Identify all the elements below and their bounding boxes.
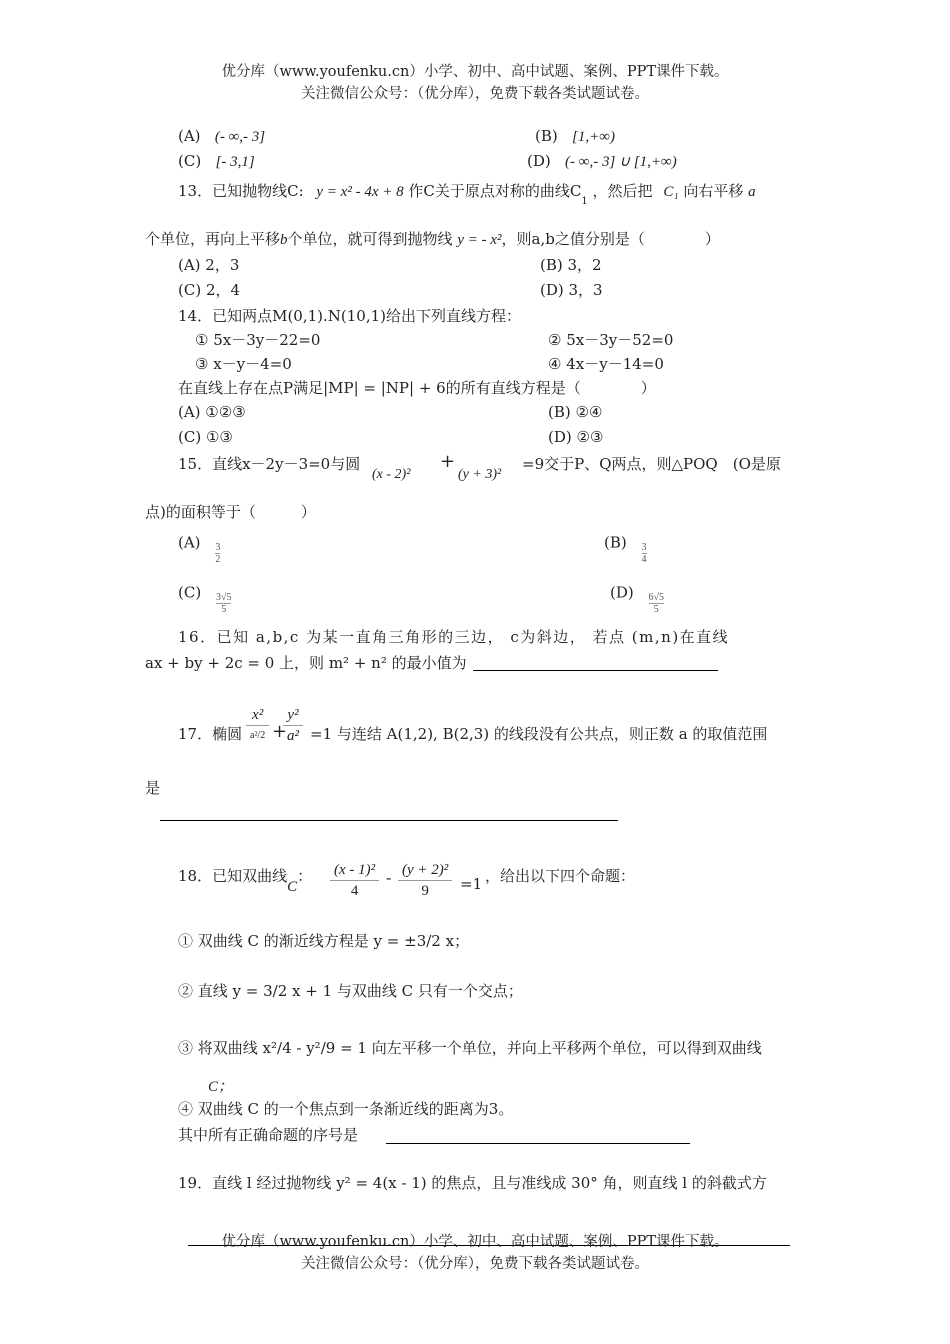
q17-plus: + bbox=[272, 721, 288, 742]
numerator: (y + 2)² bbox=[402, 862, 449, 878]
q17-fraction-x bbox=[246, 705, 269, 746]
q19-text: 19．直线 l 经过抛物线 y² = 4(x - 1) 的焦点，且与准线成 30° 角，则直线 l 的斜截式方 bbox=[178, 1174, 767, 1192]
q13-curve: y = x² - 4x + 8 bbox=[316, 184, 404, 200]
q13-line-2 bbox=[145, 228, 720, 249]
option-label: (D) bbox=[527, 152, 551, 170]
q15-option-a bbox=[178, 532, 221, 565]
q13-b: b bbox=[280, 232, 288, 248]
denominator: 5 bbox=[649, 603, 665, 615]
option-label: (D) bbox=[610, 583, 634, 602]
numerator: 6√5 bbox=[648, 592, 665, 603]
option-label: (C) bbox=[178, 583, 202, 602]
q13-then: ，然后把 bbox=[592, 182, 653, 200]
q17-rest: =1 与连结 A(1,2), B(2,3) 的线段没有公共点，则正数 a 的取值范围 bbox=[310, 725, 768, 743]
q16-answer-blank bbox=[473, 670, 718, 671]
header-line-2: 关注微信公众号：（优分库），免费下载各类试题试卷。 bbox=[301, 86, 649, 102]
q18-eq: =1 bbox=[460, 875, 483, 893]
q14-line-4: ④ 4x－y－14=0 bbox=[548, 355, 664, 373]
q15-stem-a: 15．直线x－2y－3=0与圆 bbox=[178, 455, 361, 473]
q18-c: C bbox=[287, 879, 298, 895]
q13-option-a: (A) 2，3 bbox=[178, 256, 240, 274]
q18-colon: ： bbox=[297, 867, 313, 885]
q12-option-a bbox=[178, 127, 265, 146]
q14-stem: 14．已知两点M(0,1).N(10,1)给出下列直线方程： bbox=[178, 307, 522, 325]
q18-number: 18．已知双曲线 bbox=[178, 867, 288, 885]
q14-line-3: ③ x－y－4=0 bbox=[195, 355, 292, 373]
denominator: a² bbox=[283, 725, 303, 746]
q18-start bbox=[178, 865, 313, 895]
q13-c1: C₁ bbox=[663, 184, 679, 200]
q13-target: y = - x² bbox=[457, 232, 502, 248]
option-expr: (- ∞,- 3] ∪ [1,+∞) bbox=[565, 154, 677, 170]
numerator: 3 bbox=[215, 542, 221, 553]
numerator: x² bbox=[252, 707, 264, 723]
q13-line2-end: ，则a,b之值分别是（ ） bbox=[501, 230, 720, 248]
numerator: (x - 1)² bbox=[334, 862, 376, 878]
q17-line-2: 是 bbox=[145, 779, 161, 797]
denominator: 9 bbox=[398, 880, 452, 901]
q18-ask: 其中所有正确命题的序号是 bbox=[178, 1126, 359, 1144]
q12-option-c bbox=[178, 152, 255, 171]
q14-option-a: (A) ①②③ bbox=[178, 403, 246, 421]
numerator: 3 bbox=[641, 542, 647, 553]
q18-proposition-3b: C； bbox=[208, 1079, 234, 1095]
denominator: 2 bbox=[215, 554, 221, 565]
q18-proposition-3: ③ 将双曲线 x²/4 - y²/9 = 1 向左平移一个单位，并向上平移两个单位，可以得到双曲线 bbox=[178, 1039, 762, 1057]
q15-stem-b: =9交于P、Q两点，则△POQ (O是原 bbox=[522, 455, 781, 473]
q18-end: ，给出以下四个命题： bbox=[485, 867, 636, 885]
fraction bbox=[215, 542, 220, 565]
denominator: 5 bbox=[216, 603, 232, 615]
q18-proposition-1: ① 双曲线 C 的渐近线方程是 y = ±3/2 x； bbox=[178, 932, 470, 950]
q13-line2-mid: 个单位，就可得到抛物线 bbox=[287, 230, 453, 248]
q15-option-c bbox=[178, 582, 232, 615]
q14-option-d: (D) ②③ bbox=[548, 428, 604, 446]
q18-proposition-4: ④ 双曲线 C 的一个焦点到一条渐近线的距离为3。 bbox=[178, 1100, 514, 1118]
q15-term-2: (y + 3)² bbox=[458, 467, 502, 482]
q16-line-1: 16．已知 a,b,c 为某一直角三角形的三边， c为斜边， 若点 (m,n)在直线 bbox=[178, 628, 730, 646]
denominator: 4 bbox=[330, 880, 379, 901]
q13-a: a bbox=[748, 184, 756, 200]
option-label: (B) bbox=[535, 127, 558, 145]
q14-line-2: ② 5x－3y－52=0 bbox=[548, 331, 674, 349]
q12-option-b bbox=[535, 127, 615, 146]
q13-line2-start: 个单位，再向上平移 bbox=[145, 230, 281, 248]
q14-option-b: (B) ②④ bbox=[548, 403, 603, 421]
option-expr: [1,+∞) bbox=[572, 129, 615, 145]
fraction bbox=[649, 592, 665, 615]
q14-option-c: (C) ①③ bbox=[178, 428, 233, 446]
q18-fraction-1 bbox=[330, 860, 379, 901]
q15-option-b bbox=[604, 532, 647, 565]
q13-sub: 1 bbox=[581, 196, 588, 207]
q13-option-d: (D) 3，3 bbox=[540, 281, 603, 299]
fraction bbox=[642, 542, 647, 565]
numerator: y² bbox=[287, 707, 299, 723]
option-label: (A) bbox=[178, 127, 201, 145]
footer-line-1: 优分库（www.youfenku.cn）小学、初中、高中试题、案例、PPT课件下载。 bbox=[221, 1234, 729, 1250]
option-expr: (- ∞,- 3] bbox=[214, 129, 266, 145]
option-label: (B) bbox=[604, 533, 627, 552]
q17-fraction-y bbox=[283, 705, 303, 746]
numerator: 3√5 bbox=[215, 592, 232, 603]
q14-condition: 在直线上存在点P满足|MP| = |NP| + 6的所有直线方程是（ ） bbox=[178, 379, 656, 397]
q13-mid: 作C关于原点对称的曲线C bbox=[408, 182, 582, 200]
denominator: a²/2 bbox=[246, 725, 269, 746]
footer-line-2: 关注微信公众号：（优分库），免费下载各类试题试卷。 bbox=[301, 1256, 649, 1272]
denominator: 4 bbox=[641, 554, 647, 565]
q15-term-1: (x - 2)² bbox=[372, 467, 411, 482]
option-label: (A) bbox=[178, 533, 201, 552]
q13-stem bbox=[178, 180, 756, 207]
q12-option-d bbox=[527, 152, 677, 171]
q13-option-b: (B) 3，2 bbox=[540, 256, 602, 274]
q18-answer-blank bbox=[386, 1143, 690, 1144]
q17-answer-blank bbox=[160, 820, 618, 821]
q18-fraction-2 bbox=[398, 860, 452, 901]
q13-shift: 向右平移 bbox=[683, 182, 744, 200]
q16-line-2: ax + by + 2c = 0 上，则 m² + n² 的最小值为 bbox=[145, 654, 467, 672]
q13-option-c: (C) 2，4 bbox=[178, 281, 241, 299]
q13-number: 13．已知抛物线C: bbox=[178, 182, 304, 200]
q18-minus: - bbox=[386, 868, 392, 887]
q15-stem-c: 点)的面积等于（ ） bbox=[145, 503, 316, 521]
fraction bbox=[216, 592, 232, 615]
q18-proposition-2: ② 直线 y = 3/2 x + 1 与双曲线 C 只有一个交点； bbox=[178, 982, 523, 1000]
header-line-1: 优分库（www.youfenku.cn）小学、初中、高中试题、案例、PPT课件下载。 bbox=[221, 64, 729, 80]
q15-option-d bbox=[610, 582, 665, 615]
option-expr: [- 3,1] bbox=[215, 154, 255, 170]
q14-line-1: ① 5x－3y－22=0 bbox=[195, 331, 321, 349]
q17-start: 17．椭圆 bbox=[178, 725, 243, 743]
option-label: (C) bbox=[178, 152, 202, 170]
q15-plus: + bbox=[440, 451, 456, 472]
